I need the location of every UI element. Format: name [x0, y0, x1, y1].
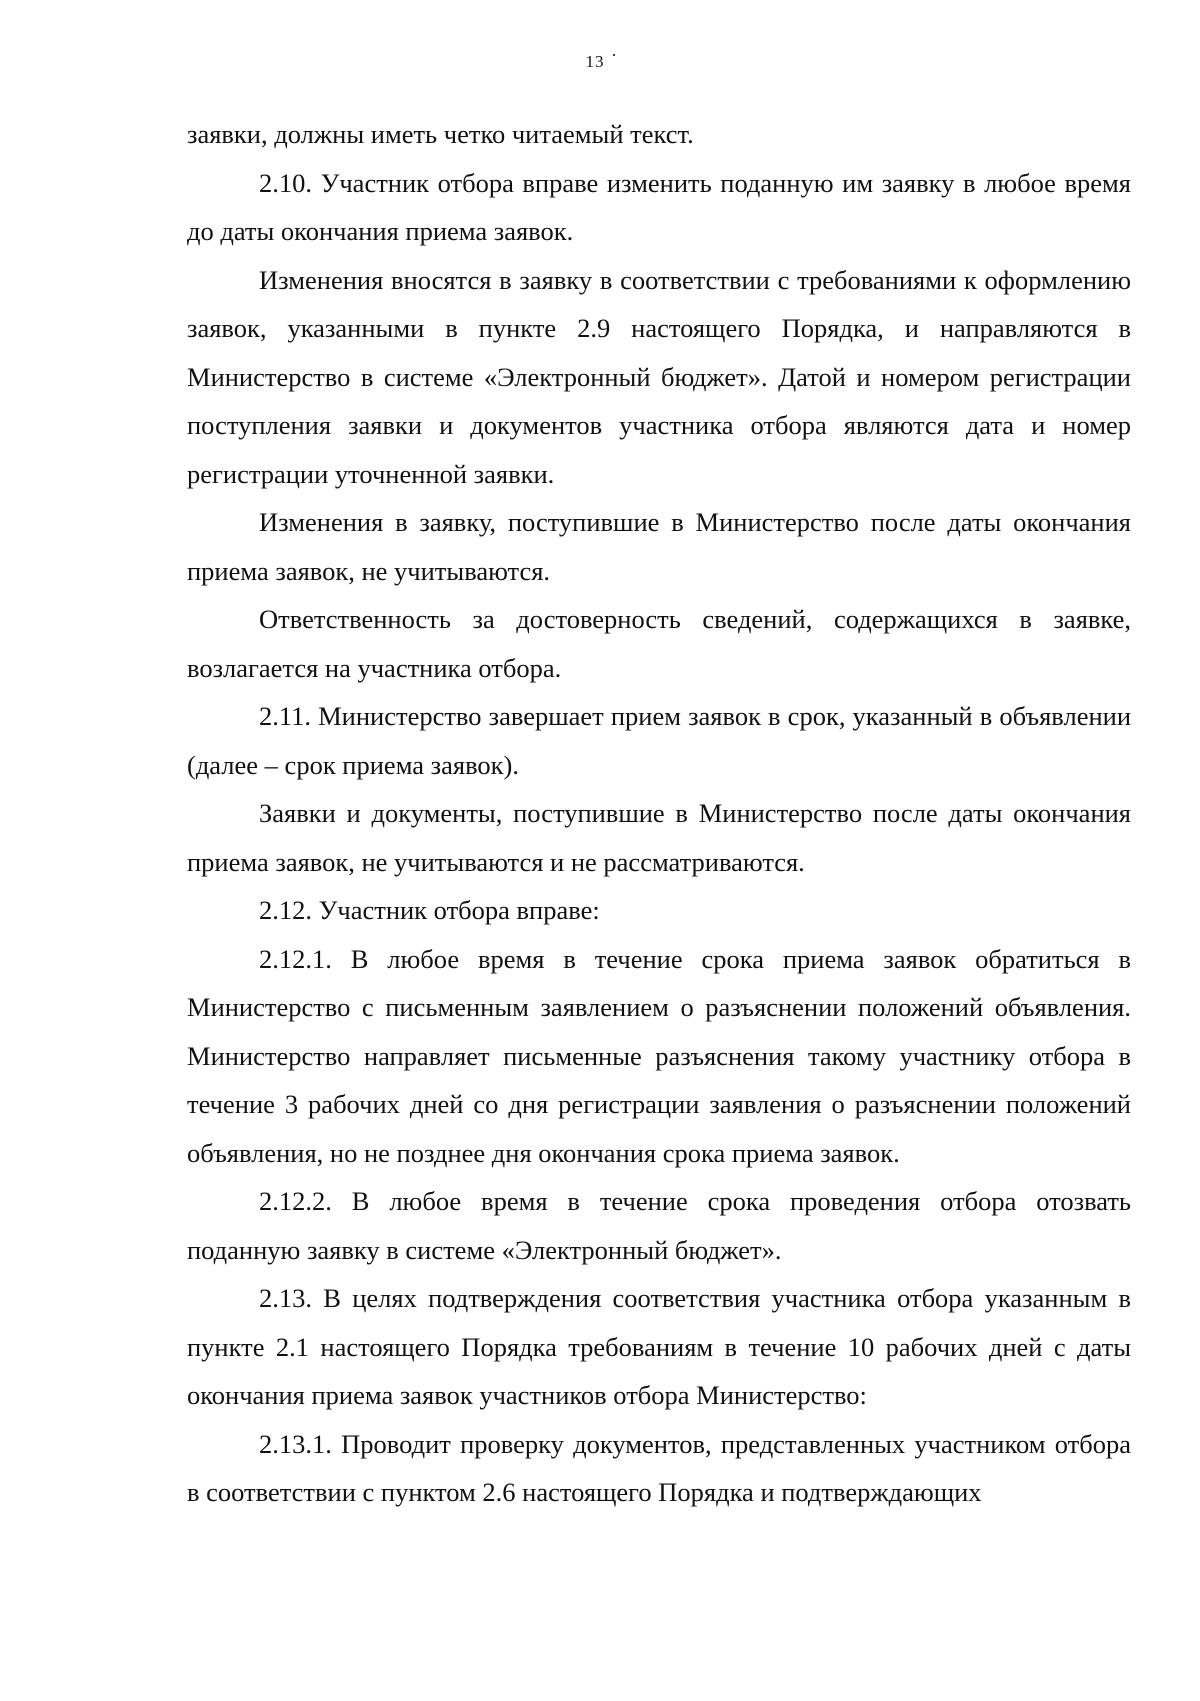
paragraph-late-changes: Изменения в заявку, поступившие в Министерство после даты окончания приема заявок, не учитываются.: [187, 507, 1131, 586]
page-number: 13: [0, 52, 1200, 72]
paragraph-changes: Изменения вносятся в заявку в соответствии с требованиями к оформлению заявок, указанными в пункте 2.9 настоящего Порядка, и направляются в Министерство в системе «Электронный бюджет». Датой и номером регистрации поступления заявки и документов участника отбора являются дата и номер регистрации уточненной заявки.: [187, 264, 1131, 489]
paragraph-2-11: 2.11. Министерство завершает прием заявок в срок, указанный в объявлении (далее – срок приема заявок).: [187, 701, 1131, 780]
paragraph-2-13-1: 2.13.1. Проводит проверку документов, представленных участником отбора в соответствии с пунктом 2.6 настоящего Порядка и подтверждающих: [187, 1428, 1131, 1507]
paragraph-responsibility: Ответственность за достоверность сведений, содержащихся в заявке, возлагается на участника отбора.: [187, 604, 1131, 683]
paragraph-2-12-1: 2.12.1. В любое время в течение срока приема заявок обратиться в Министерство с письменным заявлением о разъяснении положений объявления. Министерство направляет письменные разъяснения такому участнику отбора в течение 3 рабочих дней со дня регистрации заявления о разъяснении положений объявления, но не позднее дня окончания срока приема заявок.: [187, 943, 1131, 1168]
paragraph-2-10: 2.10. Участник отбора вправе изменить поданную им заявку в любое время до даты окончания приема заявок.: [187, 167, 1131, 246]
paragraph-2-12-2: 2.12.2. В любое время в течение срока проведения отбора отозвать поданную заявку в системе «Электронный бюджет».: [187, 1186, 1131, 1265]
scan-speck: [613, 54, 615, 56]
paragraph-late-applications: Заявки и документы, поступившие в Министерство после даты окончания приема заявок, не учитываются и не рассматриваются.: [187, 798, 1131, 877]
paragraph-2-13: 2.13. В целях подтверждения соответствия участника отбора указанным в пункте 2.1 настоящего Порядка требованиям в течение 10 рабочих дней с даты окончания приема заявок участников отбора Министерство:: [187, 1283, 1131, 1410]
paragraph-continuation: заявки, должны иметь четко читаемый текст.: [187, 119, 694, 149]
paragraph-2-12: 2.12. Участник отбора вправе:: [259, 895, 600, 925]
document-body: [187, 110, 1131, 1517]
